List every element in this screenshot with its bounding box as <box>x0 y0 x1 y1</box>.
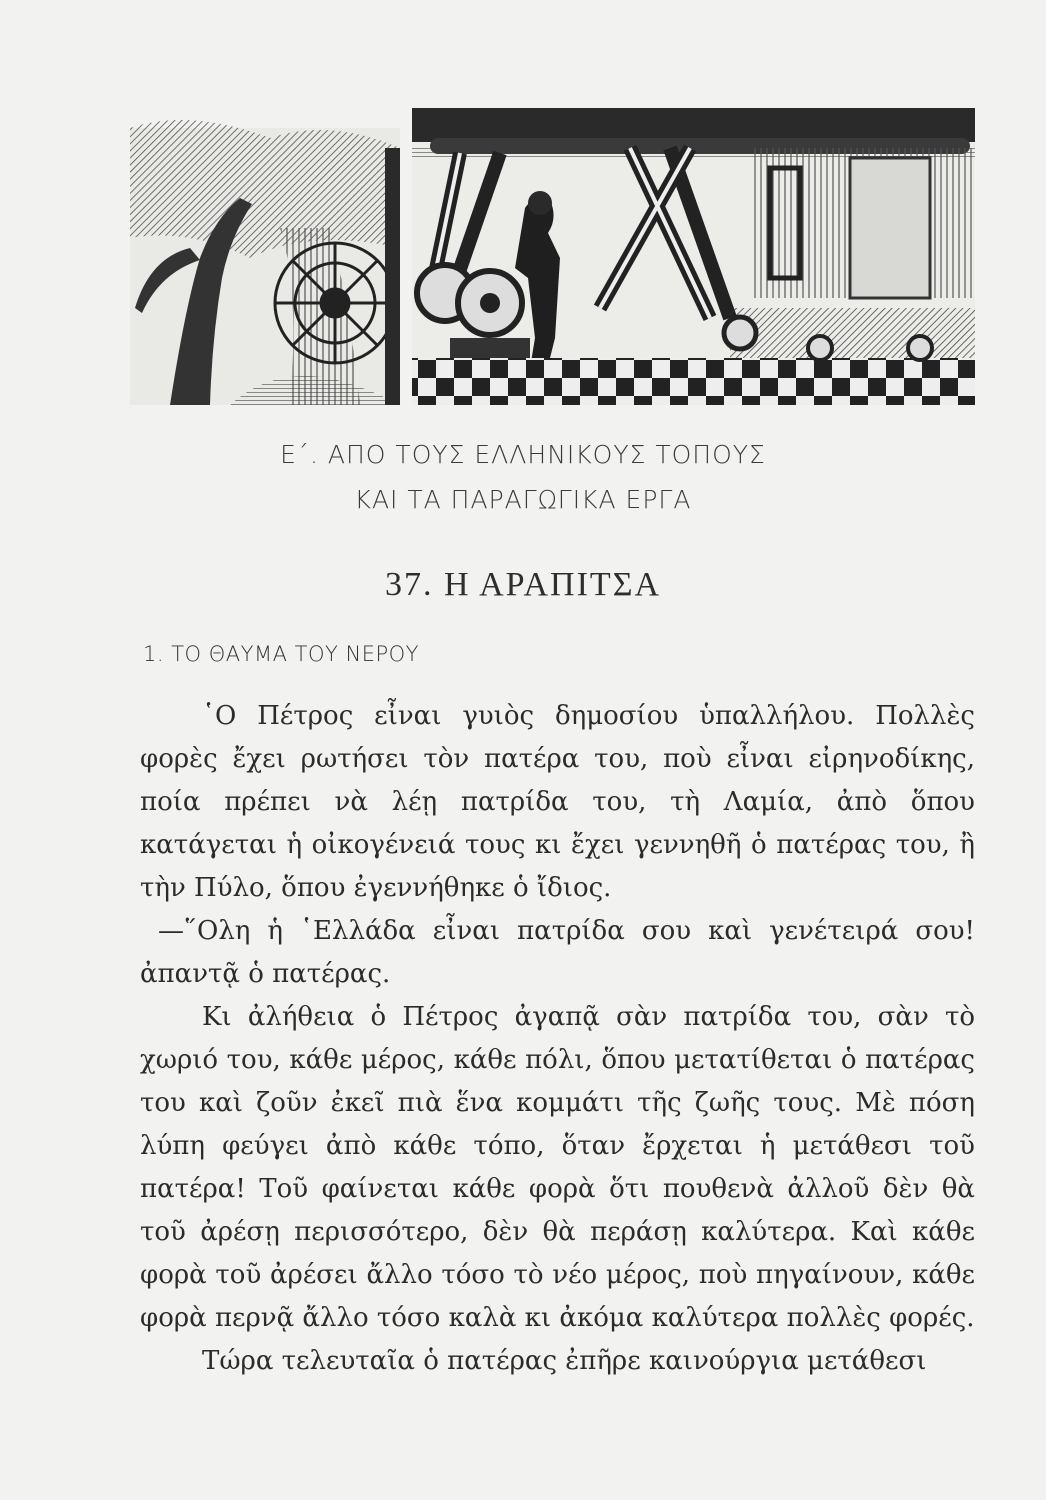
paragraph-2: —῞Ολη ἡ ῾Ελλάδα εἶναι πατρίδα σου καὶ γενέτειρά σου! ἀπαντᾷ ὁ πατέρας. <box>140 916 975 989</box>
body-text <box>140 695 975 1383</box>
paragraph-1: ῾Ο Πέτρος εἶναι γυιὸς δημοσίου ὑπαλλήλου. Πολλὲς φορὲς ἔχει ρωτήσει τὸν πατέρα του, ποὺ εἶναι εἰρηνοδίκης, ποία πρέπει νὰ λέῃ πατρίδα του, τὴ Λαμία, ἀπὸ ὅπου κατάγεται ἡ οἰκογένειά τους κι ἔχει γεννηθῆ ὁ πατέρας του, ἢ τὴν Πύλο, ὅπου ἐγεννήθηκε ὁ ἴδιος. <box>140 701 975 903</box>
water-mill-scene <box>130 120 400 405</box>
woodcut-illustration <box>130 108 975 405</box>
section-heading-line1: Ε΄. ΑΠΟ ΤΟΥΣ ΕΛΛΗΝΙΚΟΥΣ ΤΟΠΟΥΣ <box>280 440 766 469</box>
chapter-subtitle: 1. ΤΟ ΘΑΥΜΑ ΤΟΥ ΝΕΡΟΥ <box>143 642 419 666</box>
section-heading-line2: ΚΑΙ ΤΑ ΠΑΡΑΓΩΓΙΚΑ ΕΡΓΑ <box>354 485 692 514</box>
paragraph-4: Τώρα τελευταῖα ὁ πατέρας ἐπῆρε καινούργια μετάθεσι <box>202 1346 927 1376</box>
chapter-title: 37. Η ΑΡΑΠΙΤΣΑ <box>384 566 662 603</box>
factory-scene <box>412 108 975 405</box>
paragraph-3: Κι ἀλήθεια ὁ Πέτρος ἀγαπᾷ σὰν πατρίδα του, σὰν τὸ χωριό του, κάθε μέρος, κάθε πόλι, ὅπου μετατίθεται ὁ πατέρας του καὶ ζοῦν ἐκεῖ πιὰ ἕνα κομμάτι τῆς ζωῆς τους. Μὲ πόση λύπη φεύγει ἀπὸ κάθε τόπο, ὅταν ἔρχεται ἡ μετάθεσι τοῦ πατέρα! Τοῦ φαίνεται κάθε φορὰ ὅτι πουθενὰ ἀλλοῦ δὲν θὰ τοῦ ἀρέσῃ περισσότερο, δὲν θὰ περάσῃ καλύτερα. Καὶ κάθε φορὰ τοῦ ἀρέσει ἄλλο τόσο τὸ νέο μέρος, ποὺ πηγαίνουν, κάθε φορὰ περνᾷ ἄλλο τόσο καλὰ κι ἀκόμα καλύτερα πολλὲς φορές. <box>140 1002 975 1333</box>
